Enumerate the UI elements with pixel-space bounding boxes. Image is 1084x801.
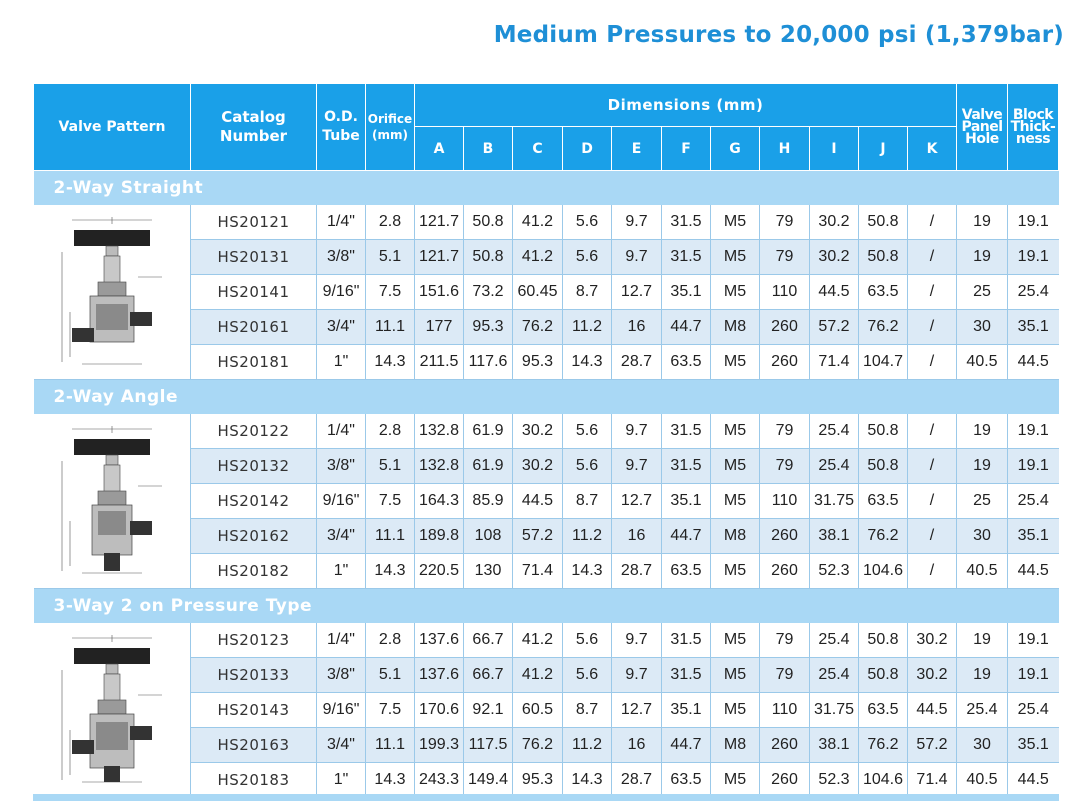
table-cell: 130: [464, 554, 513, 589]
table-cell: 9.7: [612, 449, 662, 484]
table-cell: 25.4: [957, 693, 1008, 728]
table-cell: 41.2: [513, 658, 563, 693]
table-cell: 30.2: [908, 623, 957, 658]
table-cell: 25: [957, 484, 1008, 519]
table-cell: 79: [760, 414, 810, 449]
table-cell: 189.8: [415, 519, 464, 554]
section-title: 2-Way Angle: [34, 380, 1059, 415]
table-cell: 44.7: [662, 310, 711, 345]
table-cell: 63.5: [859, 693, 908, 728]
table-cell: 5.6: [563, 623, 612, 658]
table-cell: /: [908, 449, 957, 484]
table-cell: 79: [760, 658, 810, 693]
table-cell: 61.9: [464, 449, 513, 484]
table-cell: M5: [711, 693, 760, 728]
table-cell: 25: [957, 275, 1008, 310]
table-cell: 243.3: [415, 763, 464, 798]
table-cell: 31.5: [662, 658, 711, 693]
table-cell: 31.75: [810, 484, 859, 519]
table-cell: M5: [711, 275, 760, 310]
table-cell: 110: [760, 275, 810, 310]
table-cell: 35.1: [1008, 728, 1059, 763]
table-cell: 19.1: [1008, 449, 1059, 484]
header-panel-hole: Valve Panel Hole: [957, 84, 1008, 171]
table-cell: 121.7: [415, 240, 464, 275]
table-cell: 3/8": [317, 240, 366, 275]
header-dim-f: F: [662, 127, 711, 171]
header-block-thickness: Block Thick- ness: [1008, 84, 1059, 171]
table-cell: 25.4: [1008, 275, 1059, 310]
table-cell: 177: [415, 310, 464, 345]
catalog-number-cell: HS20122: [191, 414, 317, 449]
table-cell: 9.7: [612, 240, 662, 275]
table-cell: 19: [957, 658, 1008, 693]
table-cell: 25.4: [1008, 484, 1059, 519]
table-cell: 79: [760, 240, 810, 275]
table-row: [34, 623, 1059, 658]
table-cell: 1": [317, 554, 366, 589]
header-dimensions: Dimensions (mm): [415, 84, 957, 127]
table-cell: 63.5: [662, 763, 711, 798]
table-cell: 137.6: [415, 623, 464, 658]
table-cell: 50.8: [859, 658, 908, 693]
table-cell: 260: [760, 728, 810, 763]
header-dim-i: I: [810, 127, 859, 171]
table-cell: 11.1: [366, 519, 415, 554]
header-catalog-number: Catalog Number: [191, 84, 317, 171]
table-cell: 14.3: [366, 554, 415, 589]
table-cell: 5.6: [563, 205, 612, 240]
table-cell: 19.1: [1008, 658, 1059, 693]
table-cell: 260: [760, 763, 810, 798]
table-cell: 66.7: [464, 623, 513, 658]
table-cell: 31.5: [662, 623, 711, 658]
catalog-number-cell: HS20181: [191, 345, 317, 380]
table-cell: 110: [760, 693, 810, 728]
section-header-row: [34, 589, 1059, 624]
table-cell: 30.2: [908, 658, 957, 693]
table-cell: 16: [612, 310, 662, 345]
table-cell: 260: [760, 310, 810, 345]
catalog-number-cell: HS20142: [191, 484, 317, 519]
table-header: [34, 84, 1059, 171]
table-cell: 38.1: [810, 728, 859, 763]
header-orifice: Orifice (mm): [366, 84, 415, 171]
table-cell: 19.1: [1008, 414, 1059, 449]
table-cell: 63.5: [662, 345, 711, 380]
table-cell: 44.7: [662, 519, 711, 554]
table-cell: 12.7: [612, 275, 662, 310]
table-cell: 30: [957, 519, 1008, 554]
catalog-number-cell: HS20131: [191, 240, 317, 275]
table-cell: 260: [760, 554, 810, 589]
table-cell: 44.5: [810, 275, 859, 310]
table-cell: 5.6: [563, 449, 612, 484]
table-cell: 30.2: [810, 205, 859, 240]
header-valve-pattern: Valve Pattern: [34, 84, 191, 171]
table-cell: 14.3: [366, 763, 415, 798]
table-cell: 28.7: [612, 345, 662, 380]
table-cell: 52.3: [810, 763, 859, 798]
table-cell: 8.7: [563, 484, 612, 519]
table-cell: 61.9: [464, 414, 513, 449]
header-dim-a: A: [415, 127, 464, 171]
table-cell: 104.6: [859, 763, 908, 798]
table-cell: 35.1: [1008, 310, 1059, 345]
table-cell: /: [908, 554, 957, 589]
table-cell: 31.5: [662, 205, 711, 240]
catalog-number-cell: HS20123: [191, 623, 317, 658]
table-cell: 57.2: [513, 519, 563, 554]
table-cell: /: [908, 484, 957, 519]
table-cell: 73.2: [464, 275, 513, 310]
table-cell: 3/4": [317, 310, 366, 345]
table-cell: 3/4": [317, 519, 366, 554]
table-cell: 19.1: [1008, 240, 1059, 275]
table-cell: 44.7: [662, 728, 711, 763]
table-cell: 1": [317, 763, 366, 798]
table-cell: 44.5: [1008, 763, 1059, 798]
table-cell: 5.1: [366, 658, 415, 693]
table-cell: 19: [957, 623, 1008, 658]
table-cell: 76.2: [859, 519, 908, 554]
table-cell: 30: [957, 310, 1008, 345]
table-cell: 25.4: [810, 414, 859, 449]
table-cell: 95.3: [513, 345, 563, 380]
table-cell: 11.1: [366, 310, 415, 345]
table-cell: 25.4: [810, 623, 859, 658]
table-cell: 50.8: [859, 414, 908, 449]
table-cell: 57.2: [810, 310, 859, 345]
table-cell: 19: [957, 205, 1008, 240]
header-dim-g: G: [711, 127, 760, 171]
table-cell: 19: [957, 449, 1008, 484]
table-cell: M5: [711, 658, 760, 693]
table-cell: 11.1: [366, 728, 415, 763]
table-cell: 63.5: [662, 554, 711, 589]
header-dim-k: K: [908, 127, 957, 171]
section-title: 3-Way 2 on Pressure Type: [34, 589, 1059, 624]
table-cell: 11.2: [563, 310, 612, 345]
table-cell: 1/4": [317, 414, 366, 449]
table-cell: 220.5: [415, 554, 464, 589]
bottom-bar: [33, 794, 1059, 801]
table-cell: 44.5: [908, 693, 957, 728]
table-cell: 16: [612, 519, 662, 554]
header-od-tube: O.D. Tube: [317, 84, 366, 171]
table-cell: 9.7: [612, 623, 662, 658]
header-dim-d: D: [563, 127, 612, 171]
table-cell: 44.5: [1008, 554, 1059, 589]
table-cell: 5.1: [366, 240, 415, 275]
table-cell: /: [908, 240, 957, 275]
table-cell: 31.5: [662, 414, 711, 449]
catalog-number-cell: HS20161: [191, 310, 317, 345]
table-cell: 19: [957, 414, 1008, 449]
table-cell: 35.1: [662, 693, 711, 728]
table-cell: /: [908, 519, 957, 554]
table-cell: 35.1: [662, 275, 711, 310]
table-cell: 95.3: [513, 763, 563, 798]
table-cell: 79: [760, 205, 810, 240]
table-cell: M5: [711, 763, 760, 798]
table-cell: 211.5: [415, 345, 464, 380]
table-cell: 3/4": [317, 728, 366, 763]
table-cell: M5: [711, 414, 760, 449]
table-cell: 19: [957, 240, 1008, 275]
table-cell: 104.6: [859, 554, 908, 589]
table-cell: 9/16": [317, 693, 366, 728]
table-cell: 30: [957, 728, 1008, 763]
table-cell: /: [908, 414, 957, 449]
table-cell: M5: [711, 623, 760, 658]
table-cell: 79: [760, 623, 810, 658]
table-cell: 11.2: [563, 519, 612, 554]
table-cell: M5: [711, 554, 760, 589]
table-cell: 85.9: [464, 484, 513, 519]
table-cell: 92.1: [464, 693, 513, 728]
table-cell: 66.7: [464, 658, 513, 693]
table-cell: M8: [711, 310, 760, 345]
table-cell: M5: [711, 449, 760, 484]
table-cell: 117.5: [464, 728, 513, 763]
table-row: [34, 205, 1059, 240]
valve-2way-straight-drawing: [34, 205, 191, 380]
catalog-number-cell: HS20132: [191, 449, 317, 484]
table-cell: 19.1: [1008, 623, 1059, 658]
table-cell: 31.75: [810, 693, 859, 728]
table-cell: 1/4": [317, 623, 366, 658]
table-cell: 40.5: [957, 763, 1008, 798]
table-cell: /: [908, 345, 957, 380]
catalog-number-cell: HS20182: [191, 554, 317, 589]
table-cell: /: [908, 205, 957, 240]
catalog-number-cell: HS20163: [191, 728, 317, 763]
table-cell: 2.8: [366, 414, 415, 449]
table-body: [34, 171, 1059, 798]
table-cell: 16: [612, 728, 662, 763]
table-cell: 9.7: [612, 414, 662, 449]
table-cell: 71.4: [810, 345, 859, 380]
header-dim-j: J: [859, 127, 908, 171]
table-cell: M8: [711, 728, 760, 763]
table-cell: 38.1: [810, 519, 859, 554]
table-cell: 30.2: [513, 414, 563, 449]
header-dim-h: H: [760, 127, 810, 171]
section-header-row: [34, 171, 1059, 206]
table-cell: M5: [711, 484, 760, 519]
table-cell: 40.5: [957, 554, 1008, 589]
table-cell: 1": [317, 345, 366, 380]
table-cell: 12.7: [612, 484, 662, 519]
table-cell: 9/16": [317, 275, 366, 310]
table-cell: 149.4: [464, 763, 513, 798]
table-cell: 44.5: [513, 484, 563, 519]
table-cell: 50.8: [859, 449, 908, 484]
table-cell: 57.2: [908, 728, 957, 763]
table-cell: 2.8: [366, 205, 415, 240]
table-cell: 28.7: [612, 554, 662, 589]
table-cell: 25.4: [810, 449, 859, 484]
table-cell: 31.5: [662, 449, 711, 484]
table-cell: M8: [711, 519, 760, 554]
table-cell: 41.2: [513, 623, 563, 658]
table-cell: 14.3: [563, 345, 612, 380]
page-title: Medium Pressures to 20,000 psi (1,379bar): [493, 22, 1064, 48]
table-cell: 7.5: [366, 275, 415, 310]
table-cell: 63.5: [859, 275, 908, 310]
table-cell: 76.2: [859, 728, 908, 763]
table-cell: 5.6: [563, 414, 612, 449]
table-cell: 25.4: [1008, 693, 1059, 728]
table-cell: /: [908, 310, 957, 345]
table-cell: 63.5: [859, 484, 908, 519]
table-cell: 95.3: [464, 310, 513, 345]
table-cell: 79: [760, 449, 810, 484]
table-cell: 137.6: [415, 658, 464, 693]
table-cell: 50.8: [859, 623, 908, 658]
table-cell: 121.7: [415, 205, 464, 240]
table-cell: 110: [760, 484, 810, 519]
catalog-number-cell: HS20133: [191, 658, 317, 693]
table-cell: 7.5: [366, 484, 415, 519]
table-cell: 50.8: [859, 205, 908, 240]
table-cell: 41.2: [513, 240, 563, 275]
valve-2way-angle-drawing: [34, 414, 191, 589]
table-cell: 3/8": [317, 449, 366, 484]
table-cell: 35.1: [1008, 519, 1059, 554]
table-cell: 76.2: [513, 728, 563, 763]
table-cell: 104.7: [859, 345, 908, 380]
table-cell: /: [908, 275, 957, 310]
table-cell: 260: [760, 519, 810, 554]
table-cell: 30.2: [513, 449, 563, 484]
table-cell: 132.8: [415, 414, 464, 449]
table-cell: 108: [464, 519, 513, 554]
valve-spec-table: [33, 83, 1059, 798]
table-cell: 19.1: [1008, 205, 1059, 240]
table-cell: 35.1: [662, 484, 711, 519]
section-header-row: [34, 380, 1059, 415]
table-row: [34, 414, 1059, 449]
table-cell: 71.4: [513, 554, 563, 589]
table-cell: 50.8: [464, 205, 513, 240]
table-cell: 8.7: [563, 693, 612, 728]
table-cell: 164.3: [415, 484, 464, 519]
table-cell: 50.8: [464, 240, 513, 275]
section-title: 2-Way Straight: [34, 171, 1059, 206]
table-cell: 151.6: [415, 275, 464, 310]
table-cell: M5: [711, 345, 760, 380]
table-cell: 9.7: [612, 658, 662, 693]
table-cell: 28.7: [612, 763, 662, 798]
table-cell: 30.2: [810, 240, 859, 275]
table-cell: 2.8: [366, 623, 415, 658]
table-cell: 199.3: [415, 728, 464, 763]
table-cell: 60.45: [513, 275, 563, 310]
table-cell: 9.7: [612, 205, 662, 240]
table-cell: 9/16": [317, 484, 366, 519]
catalog-number-cell: HS20162: [191, 519, 317, 554]
table-cell: 31.5: [662, 240, 711, 275]
table-cell: M5: [711, 205, 760, 240]
header-dim-c: C: [513, 127, 563, 171]
table-cell: 132.8: [415, 449, 464, 484]
table-cell: 76.2: [513, 310, 563, 345]
table-cell: 5.6: [563, 658, 612, 693]
table-cell: 12.7: [612, 693, 662, 728]
table-cell: 14.3: [563, 763, 612, 798]
header-dim-b: B: [464, 127, 513, 171]
table-cell: 7.5: [366, 693, 415, 728]
table-cell: 14.3: [366, 345, 415, 380]
table-cell: 170.6: [415, 693, 464, 728]
catalog-number-cell: HS20121: [191, 205, 317, 240]
table-cell: 117.6: [464, 345, 513, 380]
table-cell: 60.5: [513, 693, 563, 728]
table-cell: 25.4: [810, 658, 859, 693]
table-cell: M5: [711, 240, 760, 275]
table-cell: 40.5: [957, 345, 1008, 380]
table-cell: 41.2: [513, 205, 563, 240]
table-cell: 260: [760, 345, 810, 380]
table-cell: 50.8: [859, 240, 908, 275]
header-dim-e: E: [612, 127, 662, 171]
table-cell: 11.2: [563, 728, 612, 763]
catalog-number-cell: HS20141: [191, 275, 317, 310]
table-cell: 44.5: [1008, 345, 1059, 380]
table-cell: 5.1: [366, 449, 415, 484]
table-cell: 8.7: [563, 275, 612, 310]
catalog-number-cell: HS20183: [191, 763, 317, 798]
table-cell: 5.6: [563, 240, 612, 275]
catalog-number-cell: HS20143: [191, 693, 317, 728]
table-cell: 14.3: [563, 554, 612, 589]
table-cell: 52.3: [810, 554, 859, 589]
table-cell: 1/4": [317, 205, 366, 240]
table-cell: 71.4: [908, 763, 957, 798]
table-cell: 76.2: [859, 310, 908, 345]
table-cell: 3/8": [317, 658, 366, 693]
valve-3way-drawing: [34, 623, 191, 798]
